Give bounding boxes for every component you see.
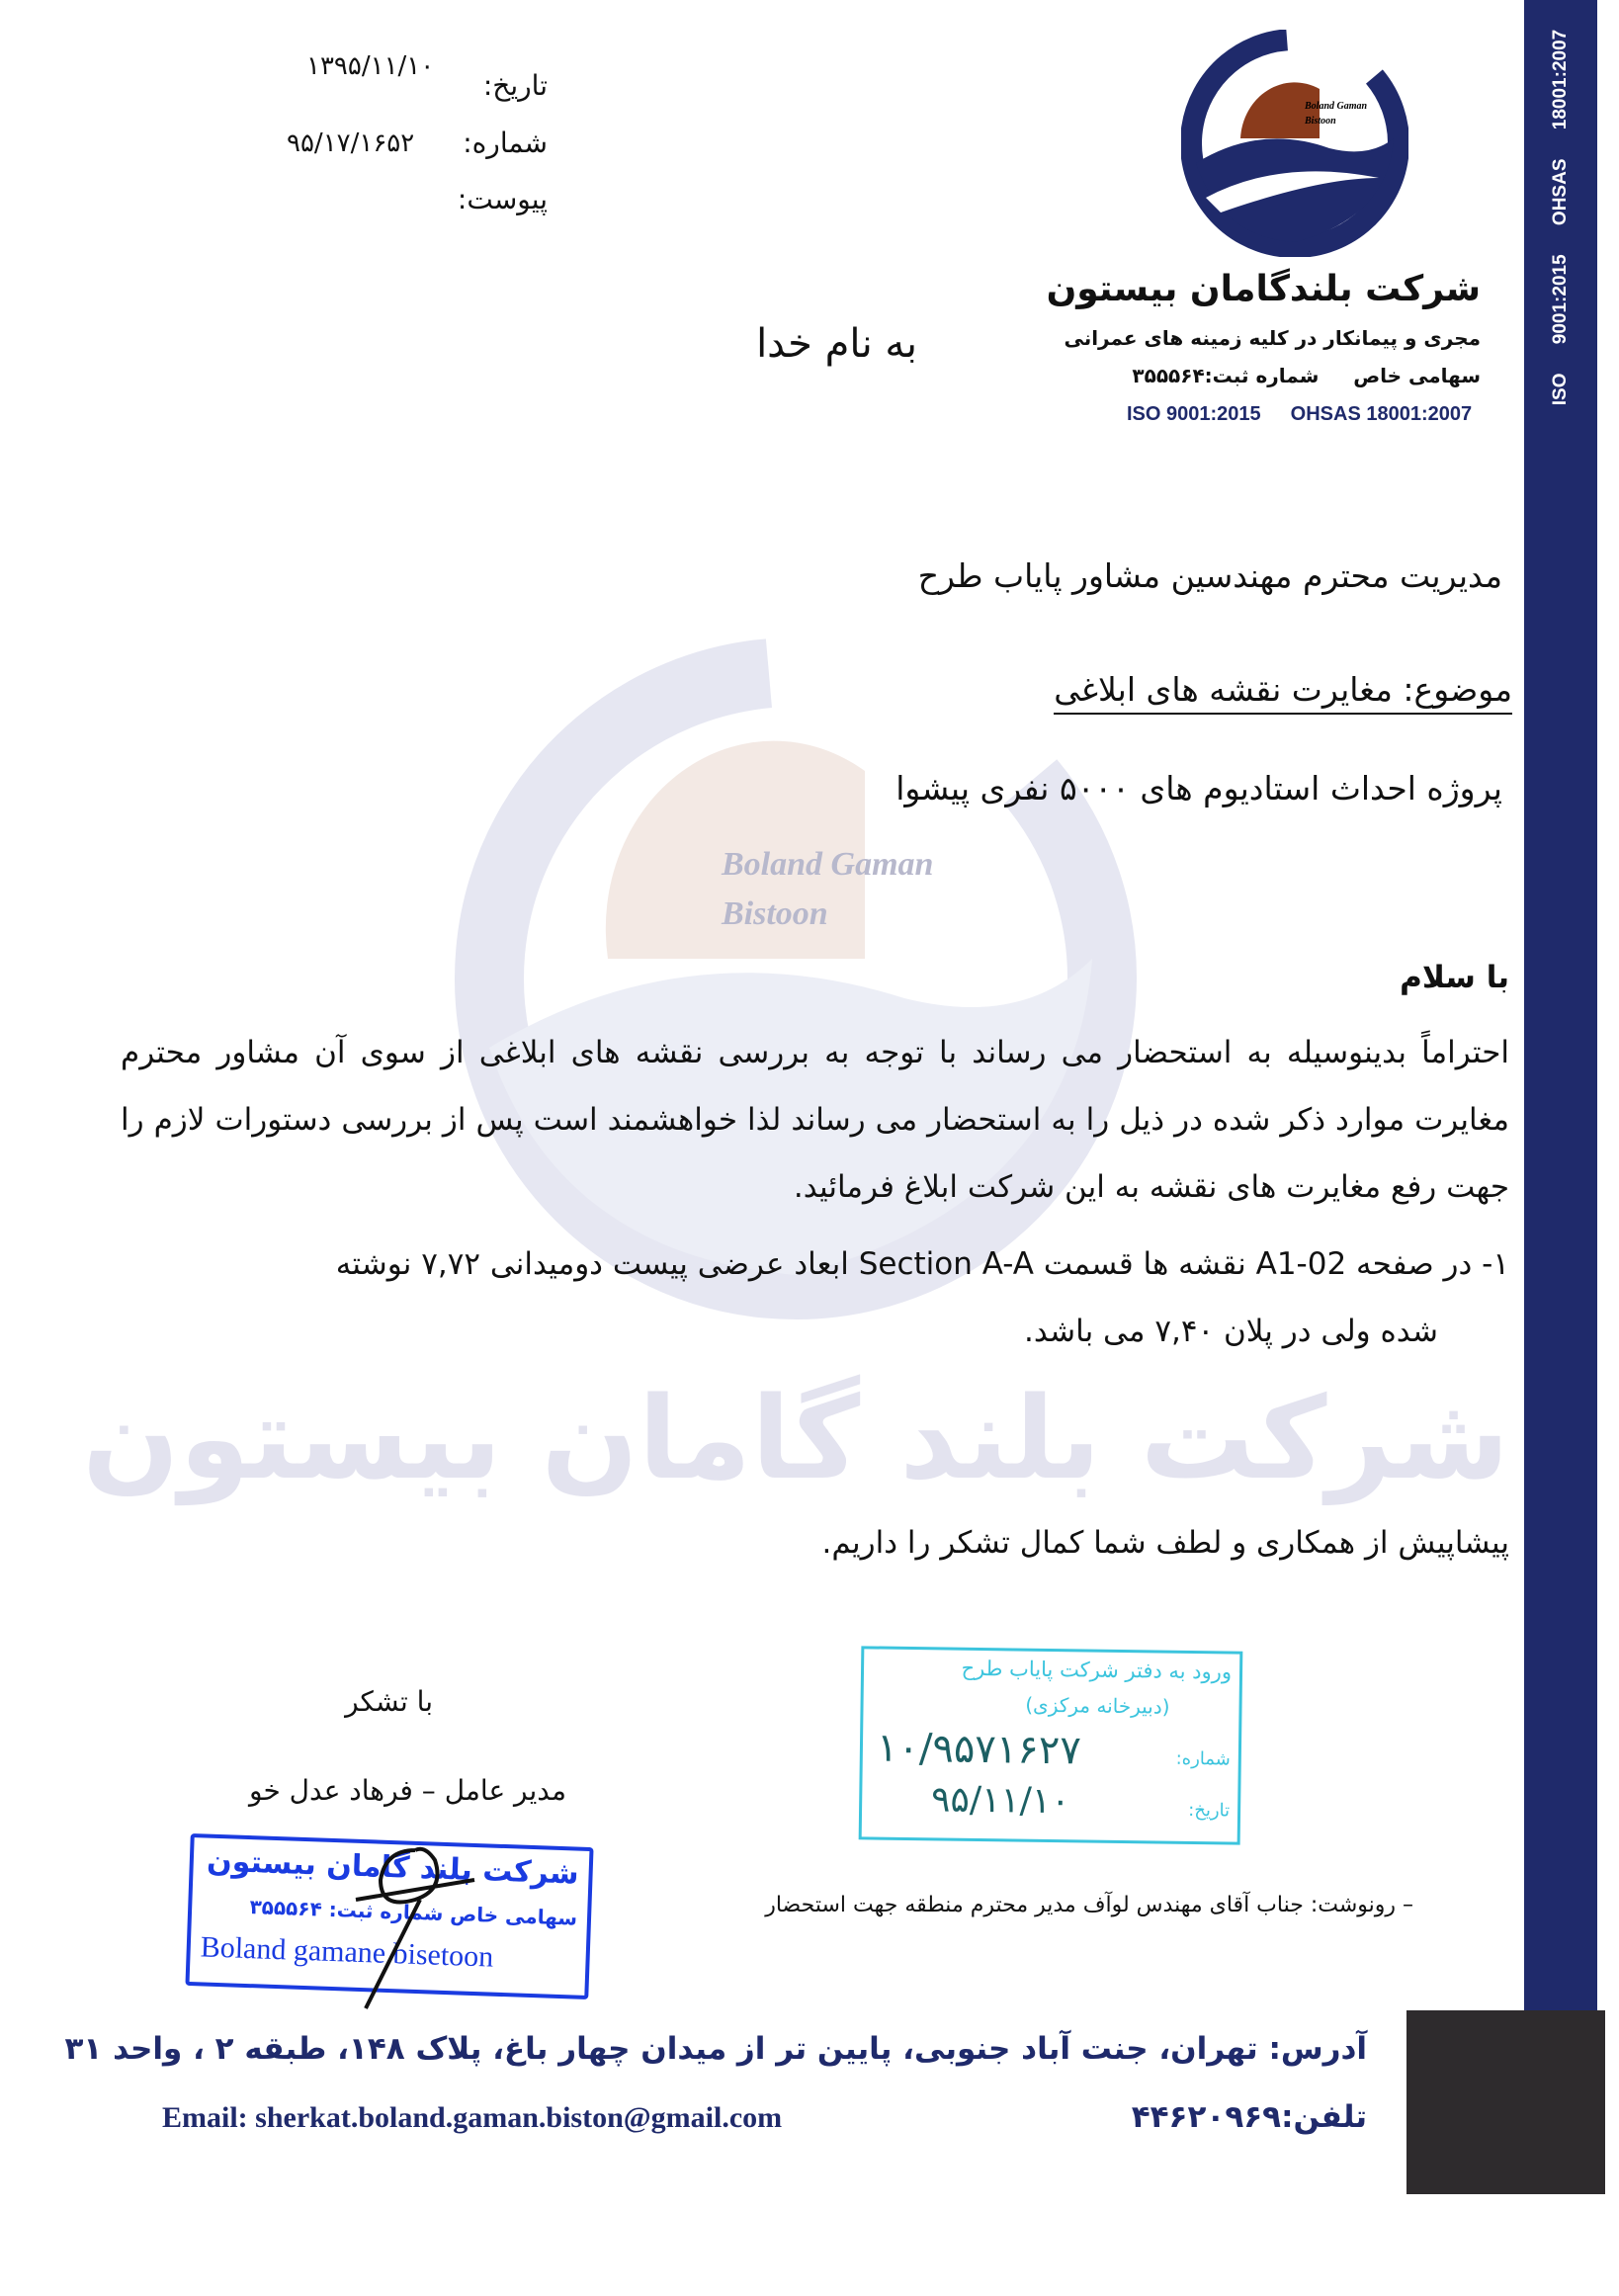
closing-line: پیشاپیش از همکاری و لطف شما کمال تشکر را داریم. — [821, 1525, 1509, 1561]
footer-dark-block — [1406, 2010, 1605, 2194]
watermark-logo-text-2: Bistoon — [722, 895, 828, 932]
company-registration: سهامی خاص شماره ثبت:۳۵۵۵۶۴ — [1132, 364, 1481, 387]
iso-band-label: ISO 9001:2015 OHSAS 18001:2007 — [1550, 29, 1571, 406]
invocation: به نام خدا — [756, 321, 917, 367]
item-1-line-1: ۱- در صفحه A1-02 نقشه ها قسمت Section A-A ابعاد عرضی پیست دومیدانی ۷,۷۲ نوشته — [335, 1246, 1509, 1282]
stamp-date-label: تاریخ: — [1188, 1799, 1231, 1822]
greeting: با سلام — [1400, 960, 1509, 995]
stamp-date-value: ۹۵/۱۱/۱۰ — [930, 1779, 1070, 1823]
logo-text-1: Boland Gaman — [1305, 101, 1368, 112]
watermark-logo-text-1: Boland Gaman — [722, 846, 934, 883]
thanks: با تشکر — [345, 1685, 433, 1718]
company-subtitle: مجری و پیمانکار در کلیه زمینه های عمرانی — [1064, 326, 1481, 350]
attachment-label: پیوست: — [457, 183, 548, 215]
signatory: مدیر عامل – فرهاد عدل خو — [248, 1774, 566, 1807]
addressee: مدیریت محترم مهندسین مشاور پایاب طرح — [917, 556, 1502, 595]
logo-text-2: Bistoon — [1305, 116, 1336, 127]
date-value: ۱۳۹۵/۱۱/۱۰ — [306, 51, 435, 81]
date-label: تاریخ: — [482, 69, 548, 102]
company-stamp-line-1: شرکت بلند گامان بیستون — [206, 1843, 580, 1892]
watermark-text: شرکت بلند گامان بیستون — [82, 1373, 1509, 1505]
footer-address: آدرس: تهران، جنت آباد جنوبی، پایین تر از میدان چهار باغ، پلاک ۱۴۸، طبقه ۲ ، واحد ۳۱ — [64, 2031, 1367, 2067]
item-1-line-2: شده ولی در پلان ۷,۴۰ می باشد. — [1024, 1314, 1438, 1349]
number-label: شماره: — [463, 127, 548, 159]
company-stamp-line-3: Boland gamane bisetoon — [200, 1930, 494, 1974]
stamp-number-value: ۱۰/۹۵۷۱۶۲۷ — [876, 1725, 1082, 1774]
subject: موضوع: مغایرت نقشه های ابلاغی — [1054, 670, 1512, 715]
receipt-stamp — [859, 1646, 1243, 1844]
stamp-subtitle: (دبیرخانه مرکزی) — [1025, 1692, 1170, 1719]
company-logo — [1181, 30, 1408, 257]
number-value: ۹۵/۱۷/۱۶۵۲ — [287, 128, 415, 158]
company-name: شرکت بلندگامان بیستون — [1046, 269, 1481, 309]
company-certifications: ISO 9001:2015 OHSAS 18001:2007 — [1127, 403, 1473, 425]
stamp-number-label: شماره: — [1175, 1747, 1231, 1770]
signature — [326, 1840, 484, 2018]
project-title: پروژه احداث استادیوم های ۵۰۰۰ نفری پیشوا — [895, 769, 1502, 808]
footer-email[interactable]: Email: sherkat.boland.gaman.biston@gmail.com — [162, 2101, 783, 2134]
stamp-title: ورود به دفتر شرکت پایاب طرح — [961, 1656, 1233, 1684]
cc-line: – رونوشت: جناب آقای مهندس لوآف مدیر محترم منطقه جهت استحضار — [765, 1893, 1413, 1917]
letter-paragraph: احتراماً بدینوسیله به استحضار می رساند با توجه به بررسی نقشه های ابلاغی از سوی آن مشاور محترم مغایرت موارد ذکر شده در ذیل را به استحضار می رساند لذا خواهشمند است پس از بررسی دستورات لازم را جهت رفع مغایرت های نقشه به این شرکت ابلاغ فرمائید. — [121, 1035, 1509, 1205]
letter-body — [82, 944, 1509, 1573]
footer-phone: تلفن:۴۴۶۲۰۹۶۹ — [1131, 2099, 1367, 2135]
company-stamp-line-2: سهامی خاص شماره ثبت: ۳۵۵۵۶۴ — [249, 1895, 578, 1930]
